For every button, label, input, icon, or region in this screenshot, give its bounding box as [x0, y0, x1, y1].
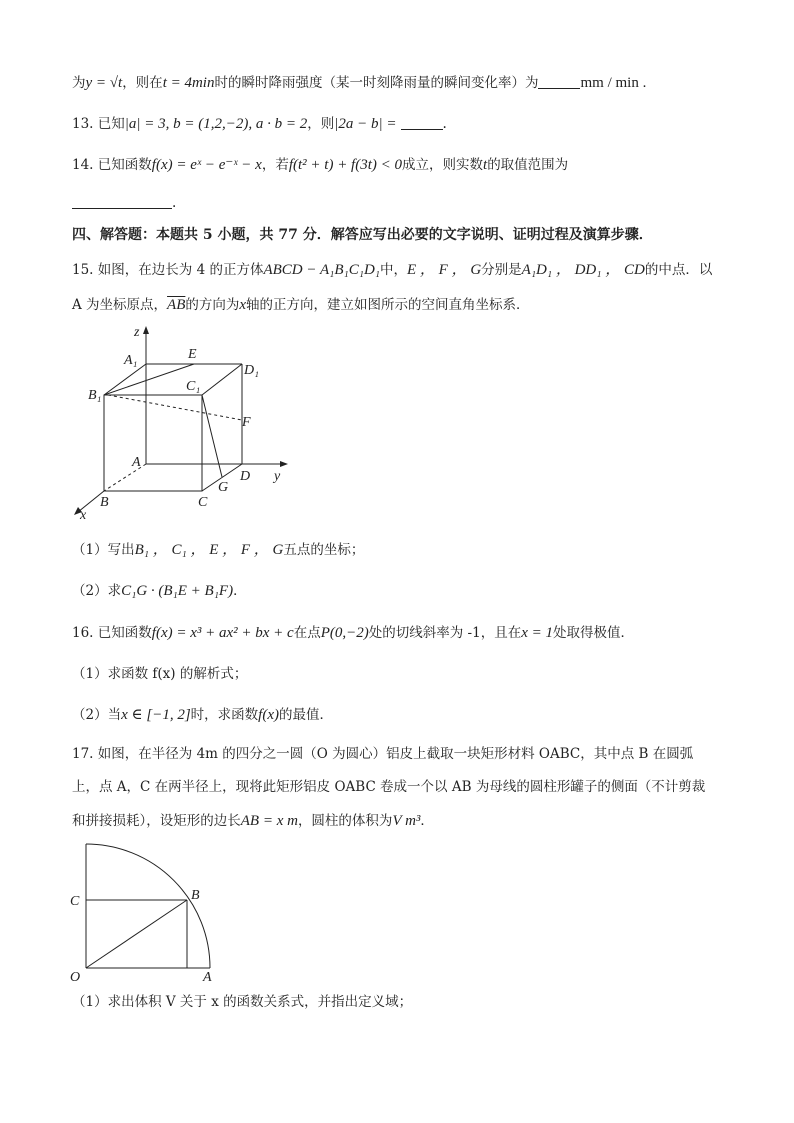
q17-line-2: 上，点 A，C 在两半径上，现将此矩形铝皮 OABC 卷成一个以 AB 为母线的圆柱形罐子的侧面（不计剪裁 — [72, 779, 706, 795]
q16-text-c: 处的切线斜率为 -1，且在 — [368, 625, 522, 641]
q12-tail-line — [72, 74, 646, 92]
q17-number: 17. — [72, 746, 94, 762]
label-b: B — [100, 495, 109, 510]
q16-sub2-f: f(x) — [258, 707, 279, 723]
label-d: D — [240, 469, 251, 484]
q15-sub2-label: （2）求 — [72, 583, 122, 599]
q16-text-d: 处取得极值． — [552, 625, 634, 641]
q15-sub1-tail: 五点的坐标； — [283, 542, 365, 558]
q15-axis: x — [239, 297, 247, 313]
dashed-b1-f — [108, 395, 242, 420]
q16-sub2-interval: x ∈ [−1, 2] — [121, 707, 191, 723]
q15-line1-b: 中， — [380, 262, 407, 278]
segment-c1-g — [202, 395, 222, 477]
q17-line1: 如图，在半径为 4m 的四分之一圆（O 为圆心）铝皮上截取一块矩形材料 OABC，其中点 B 在圆弧 — [97, 746, 694, 762]
q13-text-b: ，则 — [307, 116, 335, 132]
label-c: C — [70, 894, 80, 909]
q15-line-2 — [72, 296, 530, 314]
y-arrowhead — [280, 461, 288, 467]
label-x: x — [80, 508, 87, 523]
label-y: y — [274, 469, 281, 484]
q17-line-1 — [72, 745, 693, 763]
q12-text: 时的瞬时降雨强度（某一时刻降雨量的瞬间变化率）为 — [214, 75, 539, 91]
q12-prefix: 为 — [72, 75, 86, 91]
q16-text-b: 在点 — [293, 625, 321, 641]
section-4-title: 四、解答题：本题共 5 小题，共 77 分．解答应写出必要的文字说明、证明过程及演算步骤． — [72, 227, 653, 243]
q14-text-d: 的取值范围为 — [487, 157, 569, 173]
q17-quarter-circle-figure — [64, 838, 234, 988]
q13-end: . — [442, 116, 447, 132]
q14-blank-line — [72, 194, 176, 212]
label-b: B — [191, 888, 200, 903]
q15-sub1-points: B₁ ， C₁ ， E ， F ， G — [134, 542, 284, 558]
q15-line2-c: 轴的正方向，建立如图所示的空间直角坐标系． — [246, 297, 530, 313]
q16-sub2-a: （2）当 — [72, 707, 122, 723]
label-z: z — [134, 325, 140, 340]
q16-sub2-c: 的最值． — [278, 707, 333, 723]
q16-number: 16. — [72, 625, 94, 641]
q15-line-1 — [72, 261, 712, 279]
q15-line1-a: 如图，在边长为 4 的正方体 — [97, 262, 264, 278]
q14-number: 14. — [72, 157, 94, 173]
quarter-arc — [86, 844, 210, 968]
q16-func: f(x) = x³ + ax² + bx + c — [151, 625, 294, 641]
label-f: F — [242, 415, 251, 430]
label-b1: B₁ — [88, 388, 102, 403]
q13-given: |a| = 3, b = (1,2,−2), a · b = 2 — [124, 116, 308, 132]
q16-sub2-b: 时，求函数 — [190, 707, 259, 723]
q16-sub-1: （1）求函数 f(x) 的解析式； — [72, 666, 248, 682]
q17-line3-end: ． — [420, 813, 434, 829]
q16-text-a: 已知函数 — [97, 625, 152, 641]
q15-sub1-label: （1）写出 — [72, 542, 135, 558]
label-g: G — [218, 480, 229, 495]
z-arrowhead — [143, 326, 149, 334]
q12-unit: mm / min . — [580, 75, 647, 91]
q17-line3-a: 和拼接损耗），设矩形的边长 — [72, 813, 241, 829]
q16-cond: x = 1 — [521, 625, 553, 641]
q12-time: t = 4min — [162, 75, 215, 91]
label-c: C — [198, 495, 208, 510]
q14-text-c: 成立，则实数 — [402, 157, 484, 173]
q14-cond: f(t² + t) + f(3t) < 0 — [288, 157, 403, 173]
q15-cube-figure — [60, 320, 300, 525]
q15-sub-1 — [72, 541, 364, 559]
q17-line3-eq: AB = x m — [240, 813, 298, 829]
segment-b1-e — [104, 364, 194, 395]
edge-d1-c1 — [202, 364, 242, 395]
q16-sub-2 — [72, 706, 333, 724]
q15-points: E ， F ， G — [407, 262, 482, 278]
label-d1: D₁ — [244, 363, 259, 378]
q17-sub-1: （1）求出体积 V 关于 x 的函数关系式，并指出定义域； — [72, 994, 413, 1010]
q14-var: t — [483, 157, 488, 173]
q12-formula: y = √t — [85, 75, 123, 91]
q15-line2-a: A 为坐标原点， — [72, 297, 168, 313]
q17-line3-b: ，圆柱的体积为 — [297, 813, 393, 829]
label-a: A — [132, 455, 141, 470]
q13-text-a: 已知 — [97, 116, 125, 132]
q15-sub-2 — [72, 582, 247, 600]
q15-segments: A₁D₁ ， DD₁ ， CD — [521, 262, 645, 278]
q15-line1-d: 的中点．以 — [644, 262, 713, 278]
q14-line — [72, 156, 568, 174]
q13-answer-blank — [401, 115, 443, 130]
q12-answer-blank — [538, 74, 580, 89]
segment-o-b — [86, 900, 187, 968]
label-o: O — [70, 970, 81, 985]
q15-sub2-tail: ． — [233, 583, 247, 599]
q16-point: P(0,−2) — [320, 625, 369, 641]
q17-line3-vol: V m³ — [392, 813, 421, 829]
edge-b1-a1 — [104, 364, 146, 395]
q13-ask: |2a − b| = — [334, 116, 397, 132]
q15-line2-b: 的方向为 — [185, 297, 240, 313]
q12-middle: ，则在 — [122, 75, 163, 91]
q17-line-3 — [72, 812, 434, 830]
q13-number: 13. — [72, 116, 94, 132]
q15-number: 15. — [72, 262, 94, 278]
q15-cube: ABCD − A₁B₁C₁D₁ — [263, 262, 380, 278]
q13-line — [72, 115, 447, 133]
label-a: A — [203, 970, 212, 985]
q15-vector-ab: $\overline{AB}$ — [167, 297, 186, 313]
label-e: E — [188, 347, 197, 362]
q14-end: . — [172, 195, 177, 211]
label-c1: C₁ — [186, 379, 201, 394]
q16-line — [72, 624, 634, 642]
q15-line1-c: 分别是 — [481, 262, 522, 278]
q14-text-a: 已知函数 — [97, 157, 152, 173]
label-a1: A₁ — [124, 353, 138, 368]
q14-answer-blank — [72, 194, 172, 209]
q14-func: f(x) = eˣ − e⁻ˣ − x — [151, 157, 262, 173]
q15-sub2-expr: C₁G · (B₁E + B₁F) — [121, 583, 234, 599]
q14-text-b: ，若 — [261, 157, 289, 173]
